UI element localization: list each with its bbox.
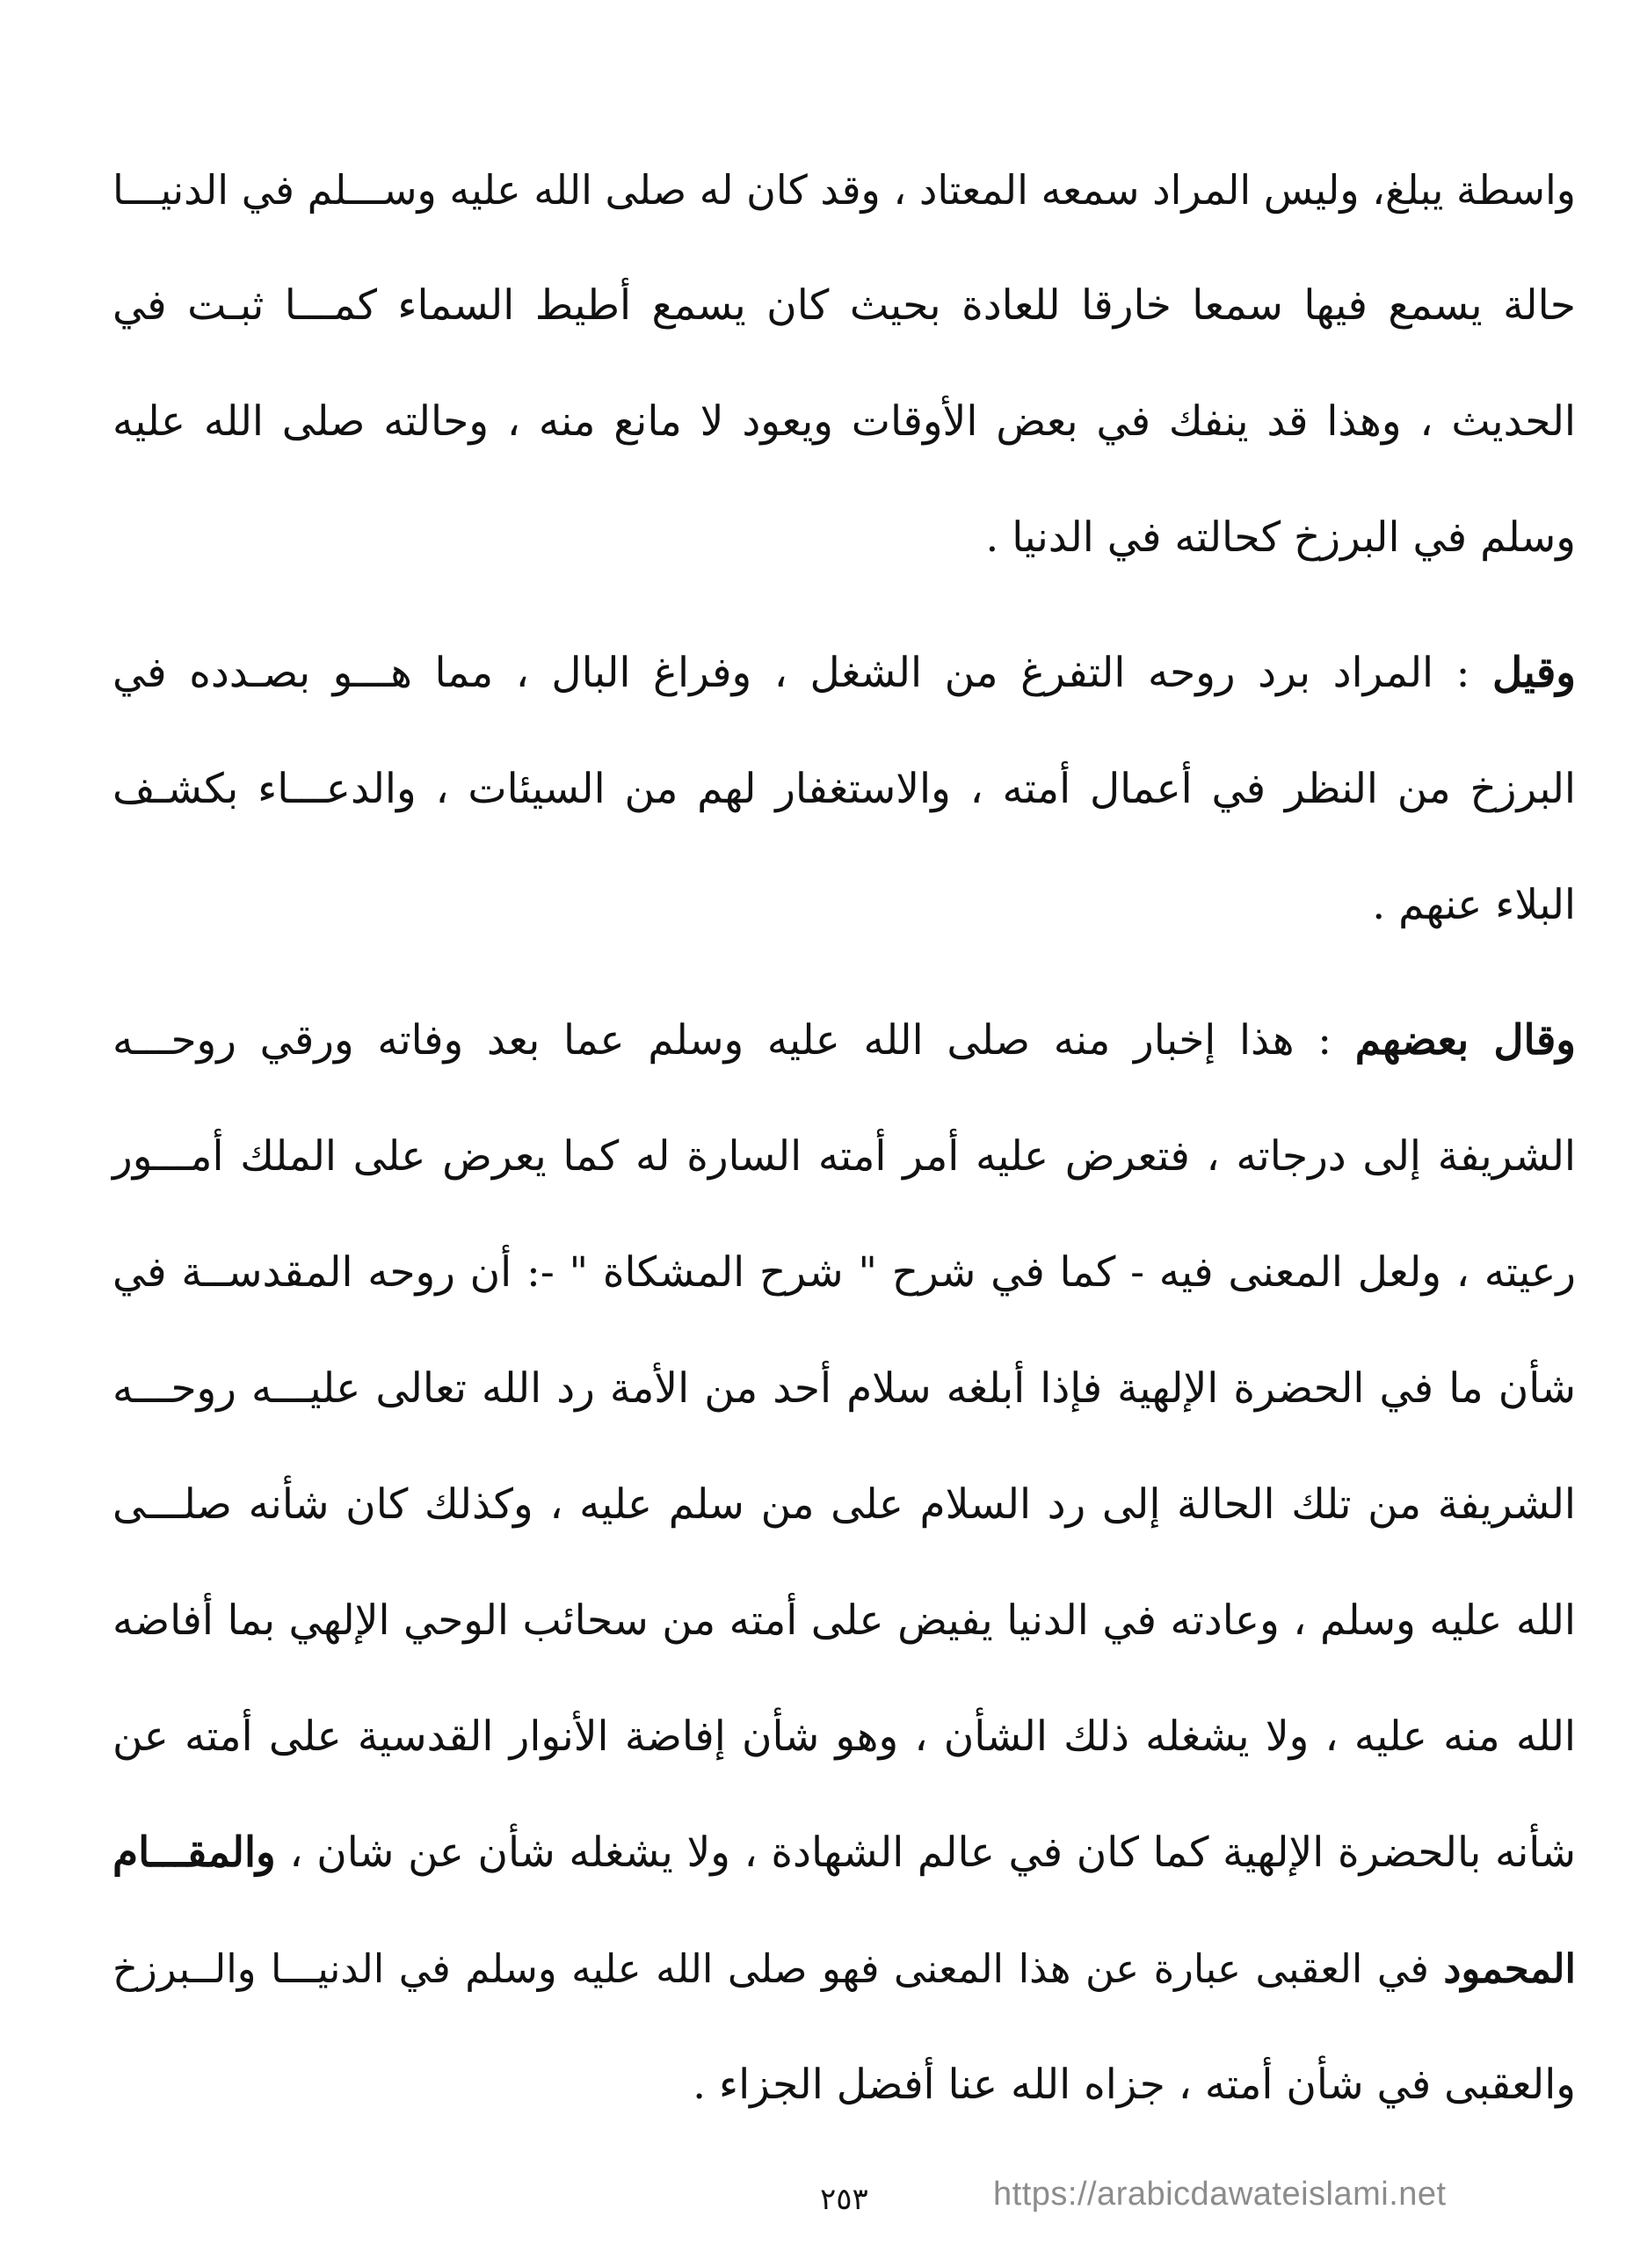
page-number: ٢٥٣: [820, 2182, 868, 2217]
text-line: البرزخ من النظر في أعمال أمته ، والاستغفار لهم من السيئات ، والدعـــاء بكشـف: [112, 765, 1576, 813]
text-line-with-lead: [112, 615, 1576, 731]
lead-term: وقيل: [1492, 649, 1576, 697]
text-line: واسطة يبلغ، وليس المراد سمعه المعتاد ، وقد كان له صلى الله عليه وســـلم في الدنيـــا: [112, 166, 1576, 214]
text-line: رعيته ، ولعل المعنى فيه - كما في شرح " شرح المشكاة " -: أن روحه المقدســة في: [112, 1248, 1576, 1297]
text-line-with-lead: [112, 983, 1576, 1099]
text-line: البلاء عنهم .: [1372, 881, 1576, 929]
paragraph-2: [112, 615, 1576, 963]
bold-phrase: والمقـــام: [112, 1828, 276, 1877]
text-line: الشريفة إلى درجاته ، فتعرض عليه أمر أمته السارة له كما يعرض على الملك أمـــور: [112, 1132, 1576, 1181]
watermark-url: https://arabicdawateislami.net: [993, 2176, 1447, 2213]
main-text: [112, 132, 1576, 2143]
text-line: المحمود في العقبى عبارة عن هذا المعنى فهو صلى الله عليه وسلم في الدنيـــا والــبرزخ: [112, 1945, 1576, 1992]
bold-phrase: المحمود: [1443, 1945, 1576, 1992]
text-line: حالة يسمع فيها سمعا خارقا للعادة بحيث كان يسمع أطيط السماء كمـــا ثبـت في: [112, 281, 1576, 330]
text-line-rest: : هذا إخبار منه صلى الله عليه وسلم عما بعد وفاته ورقي روحـــه: [112, 1016, 1355, 1065]
text-line: وسلم في البرزخ كحالته في الدنيا .: [985, 513, 1576, 562]
text-line: الله عليه وسلم ، وعادته في الدنيا يفيض على أمته من سحائب الوحي الإلهي بما أفاضه: [112, 1596, 1576, 1645]
paragraph-gap: [112, 596, 1576, 615]
text-line-rest: : المراد برد روحه التفرغ من الشغل ، وفراغ البال ، مما هـــو بصـدده في: [112, 649, 1493, 697]
paragraph-3: [112, 983, 1576, 2143]
paragraph-gap: [112, 963, 1576, 983]
text-line: الشريفة من تلك الحالة إلى رد السلام على من سلم عليه ، وكذلك كان شأنه صلـــى: [112, 1480, 1576, 1529]
paragraph-1: [112, 132, 1576, 596]
text-line: والعقبى في شأن أمته ، جزاه الله عنا أفضل الجزاء .: [693, 2061, 1576, 2109]
text-line: شأنه بالحضرة الإلهية كما كان في عالم الشهادة ، ولا يشغله شأن عن شان ، والمقـــام: [112, 1828, 1577, 1877]
text-line: الله منه عليه ، ولا يشغله ذلك الشأن ، وهو شأن إفاضة الأنوار القدسية على أمته عن: [112, 1712, 1576, 1761]
text-line: الحديث ، وهذا قد ينفك في بعض الأوقات ويعود لا مانع منه ، وحالته صلى الله عليه: [112, 397, 1576, 446]
text-line: شأن ما في الحضرة الإلهية فإذا أبلغه سلام أحد من الأمة رد الله تعالى عليـــه روحـــه: [112, 1364, 1576, 1413]
lead-term: وقال بعضهم: [1354, 1016, 1576, 1065]
